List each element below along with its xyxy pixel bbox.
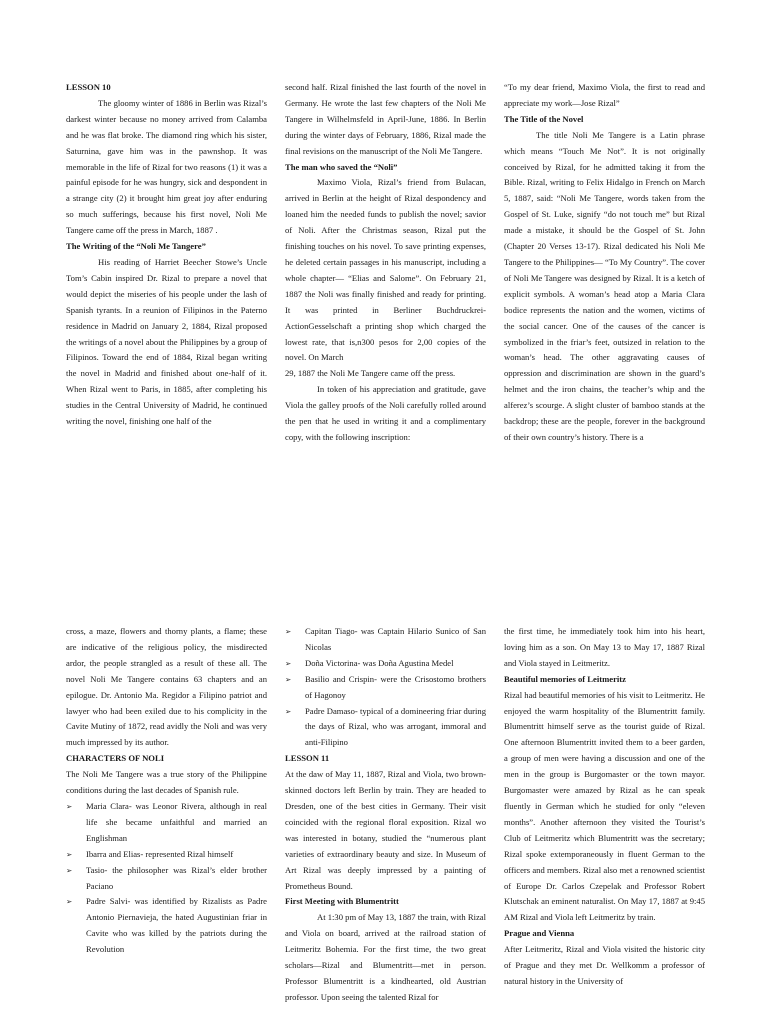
beautiful-memories-heading: Beautiful memories of Leitmeritz (504, 673, 626, 684)
list-item: ➢ Doña Victorina- was Doña Agustina Medel (285, 656, 486, 672)
list-item: ➢ Tasio- the philosopher was Rizal’s elder brother Paciano (66, 863, 267, 895)
paragraph: the first time, he immediately took him into his heart, loving him as a son. On May 13 to May 17, 1887 Rizal and Viola stayed in Leitmeritz. (504, 626, 705, 668)
list-item: ➢ Capitan Tiago- was Captain Hilario Sunico of San Nicolas (285, 624, 486, 656)
bottom-column-3 (504, 624, 705, 990)
characters-of-noli-heading: CHARACTERS OF NOLI (66, 753, 165, 764)
list-item: ➢ Basilio and Crispin- were the Crisostomo brothers of Hagonoy (285, 672, 486, 704)
paragraph: At the daw of May 11, 1887, Rizal and Viola, two brown-skinned doctors left Berlin by train. They are headed to Dresden, one of the best cities in Germany. Their visit coincided with the regional floral exposition. Rizal wo was interested in botany, studied the “numerous plant varieties of extraordinary beauty and size. In Museum of Art Rizal was deeply impressed by a painting of Prometheus Bound. (285, 769, 486, 891)
top-column-2 (285, 80, 486, 446)
first-meeting-heading: First Meeting with Blumentritt (285, 896, 399, 907)
lesson-10-heading: LESSON 10 (66, 82, 111, 92)
paragraph: second half. Rizal finished the last fourth of the novel in Germany. He wrote the last few chapters of the Noli Me Tangere in Wilhelmsfeld in April-June, 1886. In Berlin during the winter days of February, 1886, Rizal made the final revisions on the manuscript of the Noli Me Tangere. (285, 82, 486, 156)
list-item: ➢ Padre Damaso- typical of a domineering friar during the days of Rizal, who was arrogant, immoral and anti-Filipino (285, 704, 486, 752)
prague-and-vienna-heading: Prague and Vienna (504, 928, 575, 939)
paragraph: At 1:30 pm of May 13, 1887 the train, with Rizal and Viola on board, arrived at the railroad station of Leitmeritz Bohemia. For the first time, the two great scholars—Rizal and Blumentritt—met in person. Professor Blumentritt is a kindhearted, old Austrian professor. Upon seeing the talented Rizal for (285, 912, 486, 1002)
paragraph-line: 29, 1887 the Noli Me Tangere came off the press. (285, 368, 456, 379)
paragraph: The Noli Me Tangere was a true story of the Philippine conditions during the last decades of Spanish rule. (66, 769, 267, 796)
inscription-quote: “To my dear friend, Maximo Viola, the first to read and appreciate my work—Jose Rizal” (504, 82, 705, 108)
characters-list-continued (285, 624, 486, 751)
list-item: ➢ Ibarra and Elias- represented Rizal himself (66, 847, 267, 863)
bottom-column-1 (66, 624, 267, 958)
lesson-11-heading: LESSON 11 (285, 753, 330, 764)
characters-list (66, 799, 267, 958)
paragraph: cross, a maze, flowers and thorny plants, a flame; these are indicative of the religious policy, the misdirected ardor, the people strangled as a result of these all. The novel Noli Me Tangere contains 63 chapters and an epilogue. Dr. Antonio Ma. Regidor a Filipino patriot and lawyer who had been exiled due to his complicity in the Cavite Mutiny of 1872, read avidly the Noli and was very much impressed by its author. (66, 626, 267, 748)
paragraph: The gloomy winter of 1886 in Berlin was Rizal’s darkest winter because no money arrived from Calamba and he was flat broke. The diamond ring which his sister, Saturnina, gave him was in the pawnshop. It was memorable in the life of Rizal for two reasons (1) it was a painful episode for he was hungry, sick and despondent in a strange city (2) it brought him great joy after enduring so much sufferings, because his first novel, Noli Me Tangere came off the press in March, 1887 . (66, 97, 267, 236)
paragraph: Maximo Viola, Rizal’s friend from Bulacan, arrived in Berlin at the height of Rizal despondency and loaned him the needed funds to publish the novel; savior of Noli. After the Christmas season, Rizal put the finishing touches on his novel. To save printing expenses, he deleted certain passages in his manuscript, including a whole chapter— “Elias and Salome”. On February 21, 1887 the Noli was finally finished and ready for printing. It was printed in Berliner Buchdruckrei-ActionGesselschaft a printing shop which charged the lowest rate, that is,n300 pesos for 2,00 copies of the novel. On March (285, 177, 486, 363)
paragraph: In token of his appreciation and gratitude, gave Viola the galley proofs of the Noli carefully rolled around the pen that he used in writing it and a complimentary copy, with the following inscription: (285, 384, 486, 442)
paragraph: After Leitmeritz, Rizal and Viola visited the historic city of Prague and they met Dr. Wellkomm a professor of natural history in the University of (504, 944, 705, 986)
man-who-saved-noli-heading: The man who saved the “Noli” (285, 161, 398, 172)
paragraph: The title Noli Me Tangere is a Latin phrase which means “Touch Me Not”. It is not originally conceived by Rizal, for he admitted taking it from the Bible. Rizal, writing to Felix Hidalgo in French on March 5, 1887, said: “Noli Me Tangere, words taken from the Gospel of St. Luke, signify “do not touch me” but Rizal made a mistake, it should be the Gospel of St. John (Chapter 20 Verses 13-17). Rizal dedicated his Noli Me Tangere to the Philippines— “To My Country”. The cover of Noli Me Tangere was designed by Rizal. It is a ketch of explicit symbols. A woman’s head atop a Maria Clara bodice represents the nation and the women, victims of the social cancer. One of the causes of the cancer is symbolized in the friar’s feet, outsized in relation to the woman’s head. The other aggravating causes of oppression and discrimination are shown in the guard’s helmet and the iron chains, the teacher’s whip and the alferez’s scourge. A slight cluster of bamboo stands at the backdrop; these are the people, forever in the background of their own country’s history. There is a (504, 129, 705, 442)
paragraph: Rizal had beautiful memories of his visit to Leitmeritz. He enjoyed the warm hospitality of the Blumentritt family. Blumentritt himself serve as the tourist guide of Rizal. One afternoon Blumentritt invited them to a beer garden, a group of men were having a discussion and one of the men in the group is Burgomaster or the town mayor. Burgomaster were amazed by Rizal as he can speak fluently in German which he studied for only “eleven months”. Another afternoon they visited the Tourist’s Club of Leitmeritz which Blumentritt was the secretary; Rizal spoke extemporaneously in fluent German to the officers and members. Rizal also met a renowned scientist of Europe Dr. Carlos Czepelak and Professor Robert Klutschak an eminent naturalist. On May 17, 1887 at 9:45 AM Rizal and Viola left Leitmeritz by train. (504, 689, 705, 923)
list-item: ➢ Maria Clara- was Leonor Rivera, although in real life she became unfaithful and married an Englishman (66, 799, 267, 847)
writing-of-noli-heading: The Writing of the “Noli Me Tangere” (66, 241, 206, 252)
bottom-column-2 (285, 624, 486, 1006)
paragraph: His reading of Harriet Beecher Stowe’s Uncle Tom’s Cabin inspired Dr. Rizal to prepare a novel that would depict the miseries of his people under the lash of Spanish tyrants. In a reunion of Filipinos in the Paterno residence in Madrid on January 2, 1884, Rizal proposed the writings of a novel about the Philippines by a group of Filipinos. Toward the end of 1884, Rizal began writing the novel in Madrid and finished about one-half of it. When Rizal went to Paris, in 1885, after completing his studies in the Central University of Madrid, he continued writing the novel, finishing one half of the (66, 256, 267, 427)
title-of-novel-heading: The Title of the Novel (504, 113, 584, 124)
list-item: ➢ Padre Salvi- was identified by Rizalists as Padre Antonio Piernavieja, the hated Augustinian friar in Cavite who was killed by the patriots during the Revolution (66, 894, 267, 958)
top-column-3 (504, 80, 705, 446)
top-column-1 (66, 80, 267, 430)
